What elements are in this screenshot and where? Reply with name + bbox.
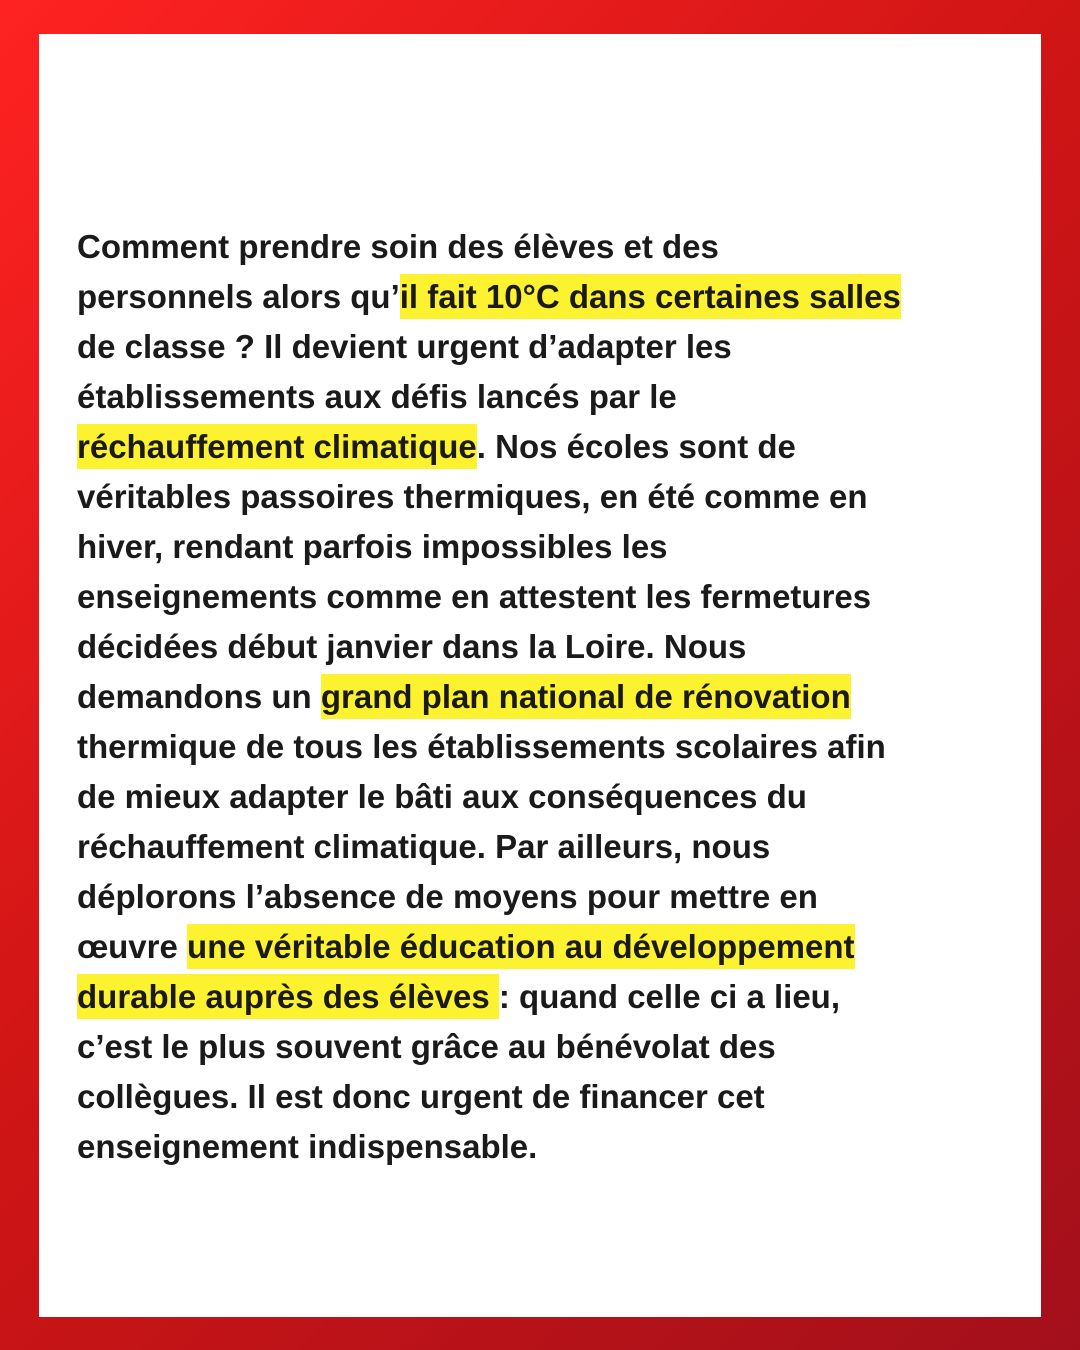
text-line (77, 322, 1027, 372)
text-line (77, 972, 1027, 1022)
text-segment: c’est le plus souvent grâce au bénévolat des (77, 1028, 776, 1065)
text-segment: . Nos écoles sont de (476, 428, 796, 465)
text-segment: : quand celle ci a lieu, (498, 978, 840, 1015)
text-line (77, 1072, 1027, 1122)
text-segment: personnels alors qu’ (77, 278, 400, 315)
text-line (77, 372, 1027, 422)
body-paragraph (77, 222, 1027, 1172)
text-segment: de classe ? Il devient urgent d’adapter les (77, 328, 732, 365)
text-segment: décidées début janvier dans la Loire. Nous (77, 628, 747, 665)
text-segment: œuvre (77, 928, 188, 965)
highlighted-text: durable auprès des élèves (77, 974, 499, 1019)
text-segment: enseignements comme en attestent les fermetures (77, 578, 872, 615)
text-line (77, 222, 1027, 272)
text-line (77, 772, 1027, 822)
text-line (77, 1122, 1027, 1172)
text-segment: collègues. Il est donc urgent de financer cet (77, 1078, 765, 1115)
text-line (77, 622, 1027, 672)
text-line (77, 272, 1027, 322)
text-line (77, 522, 1027, 572)
highlighted-text: réchauffement climatique (77, 424, 477, 469)
text-line (77, 822, 1027, 872)
text-segment: réchauffement climatique. Par ailleurs, nous (77, 828, 771, 865)
text-line (77, 422, 1027, 472)
text-segment: véritables passoires thermiques, en été comme en (77, 478, 868, 515)
text-line (77, 722, 1027, 772)
text-line (77, 1022, 1027, 1072)
highlighted-text: une véritable éducation au développement (187, 924, 855, 969)
text-card (39, 34, 1041, 1317)
text-segment: Comment prendre soin des élèves et des (77, 228, 719, 265)
text-segment: de mieux adapter le bâti aux conséquences du (77, 778, 807, 815)
text-segment: déplorons l’absence de moyens pour mettre en (77, 878, 818, 915)
highlighted-text: grand plan national de rénovation (321, 674, 851, 719)
text-line (77, 872, 1027, 922)
text-line (77, 472, 1027, 522)
text-line (77, 922, 1027, 972)
text-segment: établissements aux défis lancés par le (77, 378, 677, 415)
text-segment: enseignement indispensable. (77, 1128, 538, 1165)
text-segment: demandons un (77, 678, 321, 715)
highlighted-text: il fait 10°C dans certaines salles (400, 274, 901, 319)
text-segment: hiver, rendant parfois impossibles les (77, 528, 668, 565)
text-line (77, 672, 1027, 722)
text-line (77, 572, 1027, 622)
text-segment: thermique de tous les établissements scolaires afin (77, 728, 886, 765)
